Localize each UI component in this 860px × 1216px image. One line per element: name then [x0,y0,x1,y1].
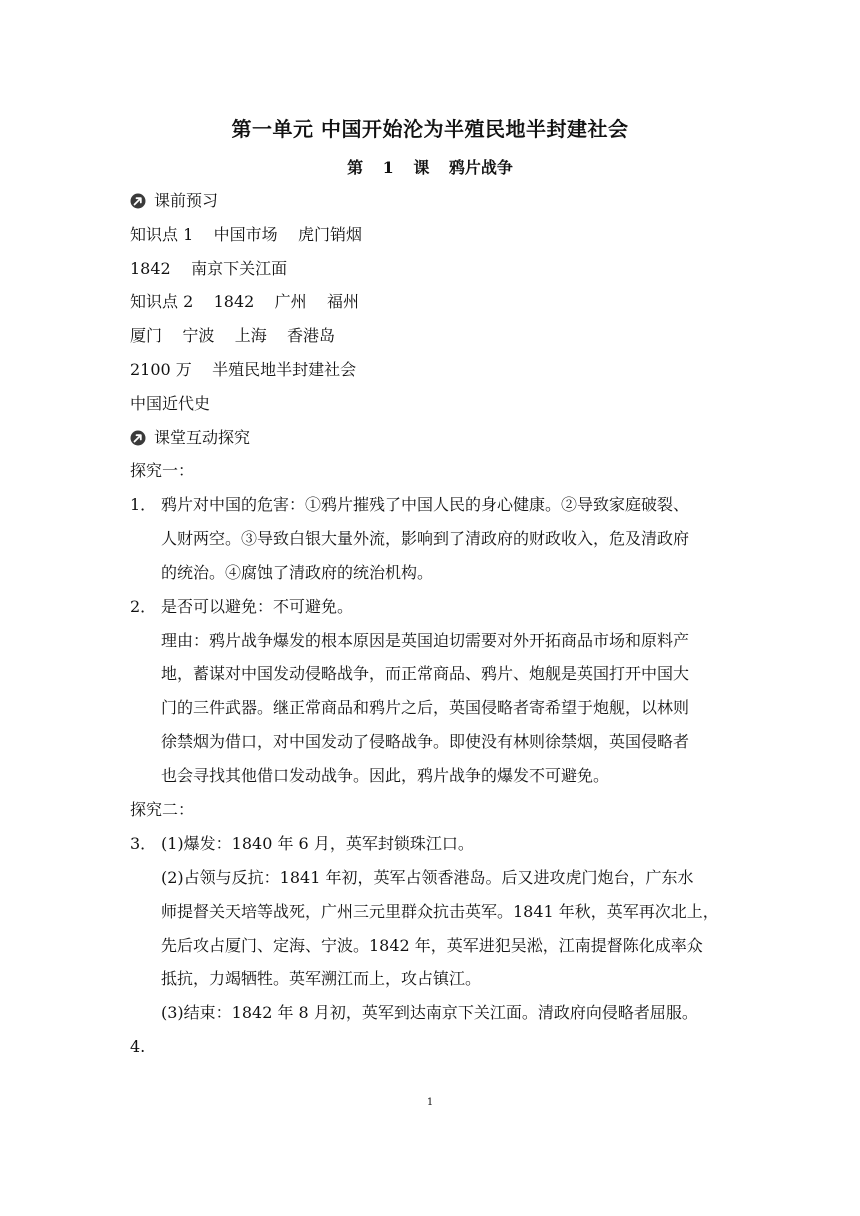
lesson-title: 第 1 课 鸦片战争 [347,158,513,177]
question-3-line: 抵抗，力竭牺牲。英军溯江而上，攻占镇江。 [161,969,482,988]
question-text: 鸦片对中国的危害：①鸦片摧残了中国人民的身心健康。②导致家庭破裂、 [161,495,690,514]
arrow-circle-icon [130,193,146,209]
question-2-line [130,597,353,617]
question-number: 1． [130,495,157,514]
question-2-reason-line: 门的三件武器。继正常商品和鸦片之后，英国侵略者寄希望于炮舰，以林则 [161,698,690,717]
question-text: (1)爆发：1840 年 6 月，英军封锁珠江口。 [161,834,474,853]
section-preview-heading [130,191,218,211]
question-3-line: 师提督关天培等战死，广州三元里群众抗击英军。1841 年秋，英军再次北上， [161,902,719,921]
question-2-reason-line: 地，蓄谋对中国发动侵略战争，而正常商品、鸦片、炮舰是英国打开中国大 [161,664,690,683]
question-4-line [130,1037,145,1057]
question-3-line: (2)占领与反抗：1841 年初，英军占领香港岛。后又进攻虎门炮台，广东水 [161,868,694,887]
question-2-reason-line: 也会寻找其他借口发动战争。因此，鸦片战争的爆发不可避免。 [161,766,610,785]
explore-one-heading: 探究一： [130,461,195,480]
question-number: 3． [130,834,157,853]
question-2-reason-line: 理由：鸦片战争爆发的根本原因是英国迫切需要对外开拓商品市场和原料产 [161,631,690,650]
explore-two-heading: 探究二： [130,800,195,819]
question-3-line: 先后攻占厦门、定海、宁波。1842 年，英军进犯吴淞，江南提督陈化成率众 [161,936,703,955]
question-1-line: 人财两空。③导致白银大量外流，影响到了清政府的财政收入，危及清政府 [161,529,690,548]
question-number: 4. [130,1037,146,1056]
section-explore-label: 课堂互动探究 [154,428,251,447]
question-1-line: 的统治。④腐蚀了清政府的统治机构。 [161,563,434,582]
section-preview-label: 课前预习 [154,191,219,210]
arrow-circle-icon [130,430,146,446]
page-number: 1 [426,1097,434,1108]
question-text: 是否可以避免：不可避免。 [161,597,354,616]
question-number: 2． [130,597,157,616]
question-3-line [130,834,474,854]
preview-line: 1842 南京下关江面 [130,259,288,278]
preview-line: 知识点 2 1842 广州 福州 [130,292,360,311]
preview-line: 2100 万 半殖民地半封建社会 [130,360,357,379]
preview-line: 厦门 宁波 上海 香港岛 [130,326,336,345]
question-3-line: (3)结束：1842 年 8 月初，英军到达南京下关江面。清政府向侵略者屈服。 [161,1003,698,1022]
question-2-reason-line: 徐禁烟为借口，对中国发动了侵略战争。即使没有林则徐禁烟，英国侵略者 [161,732,690,751]
section-explore-heading [130,428,250,448]
preview-line: 中国近代史 [130,394,211,413]
question-1-line [130,495,689,515]
unit-title: 第一单元 中国开始沦为半殖民地半封建社会 [231,117,629,141]
preview-line: 知识点 1 中国市场 虎门销烟 [130,225,362,244]
